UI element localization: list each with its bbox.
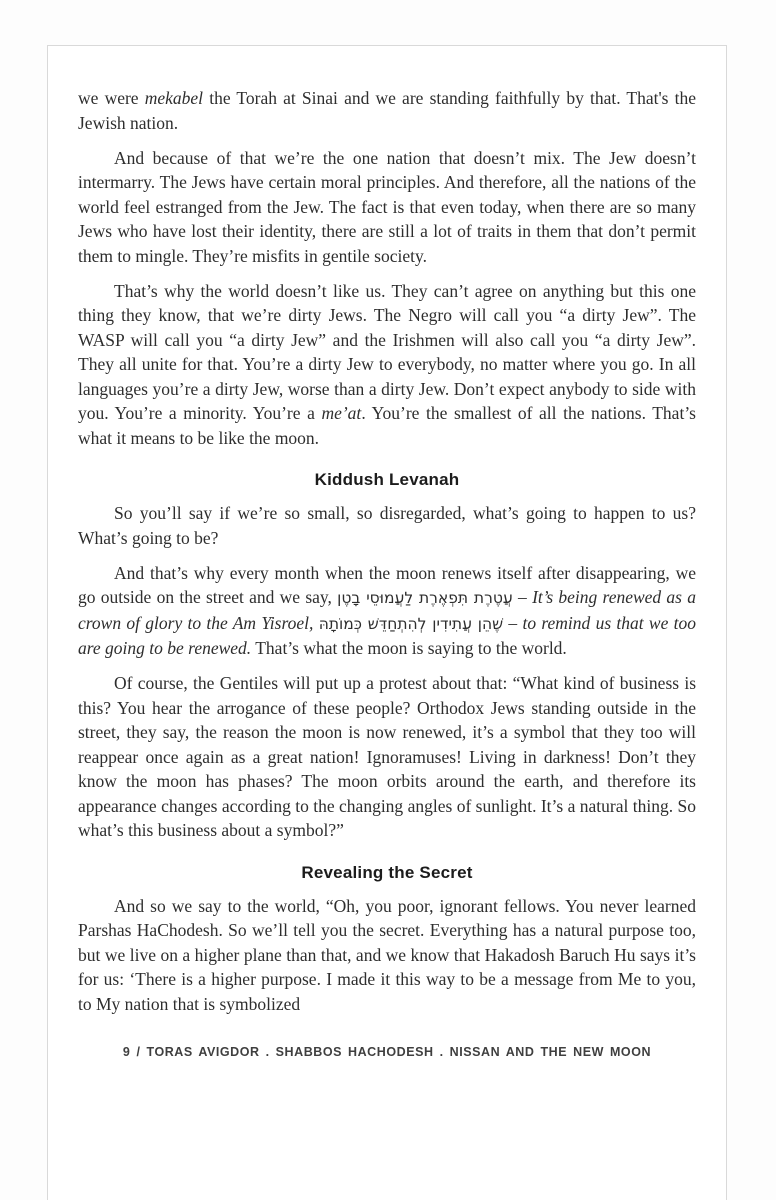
text-segment: to remind us that we too are going to be renewed. bbox=[78, 612, 697, 658]
section-heading-kiddush-levanah: Kiddush Levanah bbox=[314, 470, 460, 489]
text-segment: And so we say to the world, “Oh, you poor, ignorant fellows. You never learned Parshas HaChodesh. So we’ll tell you the secret. Everything has a natural purpose too, but we live on a higher plane than that, and we know that Hakadosh Baruch Hu says it’s for us: ‘There is a higher purpose. I made it this way to be a message from Me to you, to My nation that is symbolized bbox=[78, 895, 696, 1014]
text-segment: we were bbox=[78, 88, 145, 108]
page-footer: 9 / TORAS AVIGDOR . SHABBOS HACHODESH . NISSAN AND THE NEW MOON bbox=[122, 1045, 652, 1059]
page bbox=[47, 45, 727, 1200]
text-segment: That’s what the moon is saying to the world. bbox=[251, 638, 567, 658]
text-segment: And that’s why every month when the moon renews itself after disappearing, we go outside on the street and we say, bbox=[78, 562, 696, 607]
paragraph bbox=[78, 146, 696, 269]
paragraph bbox=[78, 501, 696, 550]
text-segment: That’s why the world doesn’t like us. They can’t agree on anything but this one thing they know, that we’re dirty Jews. The Negro will call you “a dirty Jew”. The WASP will call you “a dirty Jew” and the Irishmen will also call you “a dirty Jew”. They all unite for that. You’re a dirty Jew to everybody, no matter where you go. In all languages you’re a dirty Jew, worse than a dirty Jew. Don’t expect anybody to side with you. You’re a minority. You’re a bbox=[78, 280, 696, 423]
text-segment: mekabel bbox=[144, 88, 204, 108]
paragraph bbox=[78, 279, 696, 451]
hebrew-text: עֲטֶרֶת תִּפְאֶרֶת לַעֲמוּסֵי בָטֶן bbox=[337, 589, 513, 607]
text-segment: the Torah at Sinai and we are standing faithfully by that. That's the Jewish nation. bbox=[78, 88, 697, 133]
text-segment: So you’ll say if we’re so small, so disregarded, what’s going to happen to us? What’s going to be? bbox=[78, 503, 696, 548]
text-segment: Of course, the Gentiles will put up a protest about that: “What kind of business is this? You hear the arrogance of these people? Orthodox Jews standing outside in the street, they say, the reason the moon is now renewed, it’s a symbol that they too will reappear once again as a great nation! Ignoramuses! Living in darkness! Don’t they know the moon has phases? The moon orbits around the earth, and therefore its appearance changes according to the changing angles of sunlight. It’s a natural thing. So what’s this business about a symbol?” bbox=[78, 673, 696, 840]
paragraph bbox=[78, 671, 696, 843]
paragraph bbox=[78, 894, 696, 1017]
text-segment: And because of that we’re the one nation that doesn’t mix. The Jew doesn’t intermarry. The Jews have certain moral principles. And therefore, all the nations of the world feel estranged from the Jew. The fact is that even today, when there are so many Jews who have lost their identity, there are still a lot of traits in them that don’t permit them to mingle. They’re misfits in gentile society. bbox=[78, 147, 696, 266]
hebrew-text: שֶׁהֵן עֲתִידִין לְהִתְחַדֵּשׁ כְּמוֹתָהּ bbox=[318, 614, 504, 633]
paragraph bbox=[78, 561, 696, 661]
page-content bbox=[48, 46, 726, 1059]
text-segment: . You’re the smallest of all the nations. That’s what it means to be like the moon. bbox=[78, 403, 696, 448]
text-segment: – bbox=[503, 612, 523, 633]
text-segment: – bbox=[512, 587, 533, 607]
text-segment: It’s being renewed as a crown of glory to the Am Yisroel, bbox=[78, 587, 696, 633]
paragraph bbox=[78, 86, 696, 135]
section-heading-revealing-the-secret: Revealing the Secret bbox=[301, 862, 473, 882]
text-segment: me’at bbox=[321, 403, 362, 423]
